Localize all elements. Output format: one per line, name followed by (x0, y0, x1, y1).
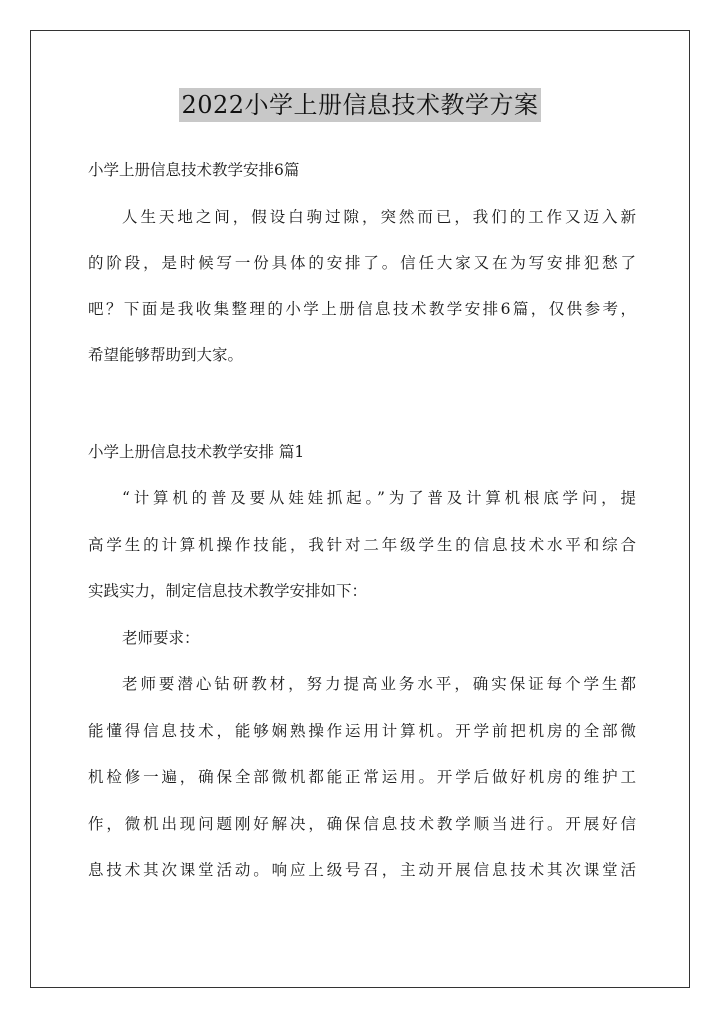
section-para2-line-1: 老师要潜心钻研教材，努力提高业务水平，确实保证每个学生都 (122, 675, 636, 693)
intro-line-4: 希望能够帮助到大家。 (88, 346, 244, 364)
section-para2-line-2: 能懂得信息技术，能够娴熟操作运用计算机。开学前把机房的全部微 (88, 722, 636, 740)
intro-line-3: 吧？下面是我收集整理的小学上册信息技术教学安排6篇，仅供参考， (88, 300, 636, 318)
section-heading: 小学上册信息技术教学安排 篇1 (88, 443, 305, 461)
section-para1-line-2: 高学生的计算机操作技能，我针对二年级学生的信息技术水平和综合 (88, 536, 636, 554)
section-para2-line-5: 息技术其次课堂活动。响应上级号召，主动开展信息技术其次课堂活 (88, 861, 636, 879)
section-para1-line-3: 实践实力，制定信息技术教学安排如下： (88, 582, 368, 600)
section-para2-line-3: 机检修一遍，确保全部微机都能正常运用。开学后做好机房的维护工 (88, 768, 636, 786)
title-container (0, 88, 720, 122)
section-para1-line-1: “计算机的普及要从娃娃抓起。”为了普及计算机根底学问，提 (122, 489, 636, 507)
document-subtitle: 小学上册信息技术教学安排6篇 (88, 161, 300, 179)
teacher-requirements-label: 老师要求： (122, 629, 200, 647)
intro-line-2: 的阶段，是时候写一份具体的安排了。信任大家又在为写安排犯愁了 (88, 254, 636, 272)
intro-line-1: 人生天地之间，假设白驹过隙，突然而已，我们的工作又迈入新 (122, 208, 636, 226)
document-title: 2022小学上册信息技术教学方案 (179, 88, 540, 122)
section-para2-line-4: 作，微机出现问题刚好解决，确保信息技术教学顺当进行。开展好信 (88, 815, 636, 833)
